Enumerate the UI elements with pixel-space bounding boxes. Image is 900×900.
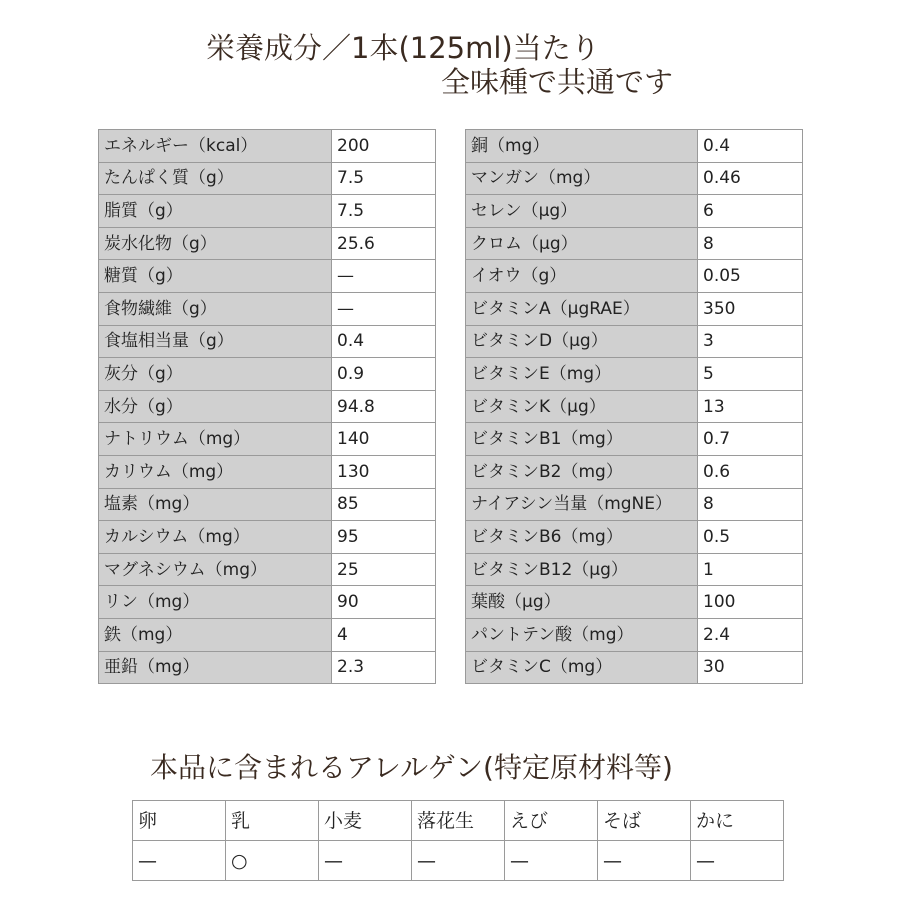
nutrient-value: 94.8 [332,390,436,423]
allergen-name: 乳 [226,801,319,841]
table-row [99,488,436,521]
nutrient-value: 0.46 [698,162,803,195]
table-row [99,553,436,586]
table-row [99,227,436,260]
allergen-table [132,800,784,881]
nutrient-label: 脂質（g） [99,195,332,228]
allergen-mark: — [133,841,226,881]
nutrient-label: ビタミンB1（mg） [466,423,698,456]
table-row [466,260,803,293]
nutrient-label: ビタミンB2（mg） [466,455,698,488]
nutrition-table-left [98,129,436,684]
table-row [466,521,803,554]
table-row [466,195,803,228]
nutrient-value: 4 [332,618,436,651]
allergen-name: かに [691,801,784,841]
nutrient-value: 0.4 [332,325,436,358]
nutrient-label: ナトリウム（mg） [99,423,332,456]
table-row [466,423,803,456]
table-row [466,227,803,260]
nutrient-value: 1 [698,553,803,586]
page-subtitle: 全味種で共通です [441,65,674,99]
table-row [466,130,803,163]
nutrient-value: 6 [698,195,803,228]
allergen-mark: — [319,841,412,881]
nutrient-value: 95 [332,521,436,554]
nutrient-label: マンガン（mg） [466,162,698,195]
table-row [99,325,436,358]
nutrient-value: 0.7 [698,423,803,456]
nutrient-value: 350 [698,292,803,325]
nutrient-value: 130 [332,455,436,488]
table-row [99,618,436,651]
table-row [99,292,436,325]
nutrient-label: カルシウム（mg） [99,521,332,554]
nutrient-value: 0.6 [698,455,803,488]
nutrient-label: ビタミンB12（μg） [466,553,698,586]
allergen-mark: — [598,841,691,881]
nutrient-label: マグネシウム（mg） [99,553,332,586]
nutrient-label: クロム（μg） [466,227,698,260]
nutrient-value: 7.5 [332,162,436,195]
nutrient-label: エネルギー（kcal） [99,130,332,163]
nutrient-label: ナイアシン当量（mgNE） [466,488,698,521]
nutrient-value: — [332,260,436,293]
nutrient-value: 25 [332,553,436,586]
nutrient-label: ビタミンA（μgRAE） [466,292,698,325]
nutrient-label: イオウ（g） [466,260,698,293]
table-row [99,130,436,163]
allergen-name: 卵 [133,801,226,841]
table-row [99,455,436,488]
table-row [466,292,803,325]
nutrient-value: 0.9 [332,358,436,391]
nutrient-value: 25.6 [332,227,436,260]
nutrient-label: ビタミンC（mg） [466,651,698,684]
allergen-value-row [133,841,784,881]
nutrient-value: 7.5 [332,195,436,228]
table-row [466,586,803,619]
nutrient-label: 葉酸（μg） [466,586,698,619]
table-row [99,358,436,391]
nutrient-label: パントテン酸（mg） [466,618,698,651]
nutrient-value: 8 [698,488,803,521]
table-row [99,260,436,293]
nutrient-value: — [332,292,436,325]
table-row [466,358,803,391]
table-row [466,651,803,684]
table-row [99,586,436,619]
table-row [99,390,436,423]
nutrient-label: 食塩相当量（g） [99,325,332,358]
allergen-name: えび [505,801,598,841]
nutrient-label: カリウム（mg） [99,455,332,488]
allergen-mark: ○ [226,841,319,881]
table-row [466,488,803,521]
allergen-name: 落花生 [412,801,505,841]
allergen-mark: — [412,841,505,881]
table-row [466,162,803,195]
nutrient-value: 100 [698,586,803,619]
allergen-mark: — [691,841,784,881]
nutrient-label: ビタミンB6（mg） [466,521,698,554]
table-row [466,553,803,586]
nutrient-label: 塩素（mg） [99,488,332,521]
nutrient-value: 0.4 [698,130,803,163]
table-row [466,455,803,488]
nutrient-value: 8 [698,227,803,260]
table-row [466,390,803,423]
nutrient-label: 銅（mg） [466,130,698,163]
nutrient-value: 85 [332,488,436,521]
nutrient-value: 30 [698,651,803,684]
allergen-header-row [133,801,784,841]
nutrient-label: ビタミンE（mg） [466,358,698,391]
table-row [99,195,436,228]
nutrient-value: 13 [698,390,803,423]
allergen-name: 小麦 [319,801,412,841]
nutrient-value: 2.4 [698,618,803,651]
nutrient-value: 0.05 [698,260,803,293]
nutrient-label: 炭水化物（g） [99,227,332,260]
nutrient-value: 140 [332,423,436,456]
nutrient-label: ビタミンD（μg） [466,325,698,358]
allergen-name: そば [598,801,691,841]
nutrient-label: 糖質（g） [99,260,332,293]
nutrient-value: 2.3 [332,651,436,684]
table-row [99,162,436,195]
nutrient-label: 水分（g） [99,390,332,423]
allergen-title: 本品に含まれるアレルゲン(特定原材料等) [150,751,673,784]
table-row [99,521,436,554]
nutrient-value: 90 [332,586,436,619]
nutrient-label: 鉄（mg） [99,618,332,651]
nutrient-value: 3 [698,325,803,358]
nutrient-label: リン（mg） [99,586,332,619]
nutrient-value: 5 [698,358,803,391]
page-title: 栄養成分／1本(125ml)当たり [206,31,600,65]
nutrient-value: 0.5 [698,521,803,554]
table-row [466,325,803,358]
nutrient-label: 灰分（g） [99,358,332,391]
nutrient-value: 200 [332,130,436,163]
nutrient-label: ビタミンK（μg） [466,390,698,423]
nutrient-label: たんぱく質（g） [99,162,332,195]
table-row [99,651,436,684]
nutrient-label: セレン（μg） [466,195,698,228]
table-row [99,423,436,456]
nutrient-label: 亜鉛（mg） [99,651,332,684]
nutrient-label: 食物繊維（g） [99,292,332,325]
table-row [466,618,803,651]
nutrition-table-right [465,129,803,684]
allergen-mark: — [505,841,598,881]
